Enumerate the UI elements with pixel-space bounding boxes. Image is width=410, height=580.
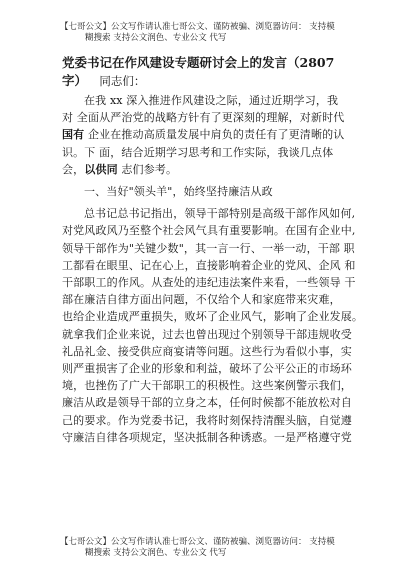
- footer-line-2: 糊搜索 支持公文润色、专业公文 代写: [85, 548, 227, 558]
- para2-line-5: 干部职工的作风。从查处的违纪违法案件来看，一些领导 干: [62, 276, 356, 290]
- salutation: 同志们：: [99, 74, 146, 88]
- title-line-2-row: [62, 72, 362, 90]
- header-line-1: 【七哥公文】公文写作请认准七哥公文、谨防被骗、浏览器访问： 支持模: [60, 22, 335, 32]
- document-footer: [60, 537, 335, 559]
- section-heading: 一、当好"领头羊"，始终坚持廉洁从政: [84, 185, 273, 199]
- para1-line-2: 对 全面从严治党的战略方针有了更深刻的理解，对新时代: [62, 111, 345, 125]
- para2-line-11: 境，也挫伤了广大干部职工的积极性。这些案例警示我们，: [62, 379, 352, 393]
- document-body: [62, 92, 362, 446]
- title-line-2: 字）: [62, 73, 88, 88]
- para1-line-3: 国有 企业在推动高质量发展中肩负的责任有了更清晰的认: [62, 128, 345, 142]
- para2-line-2: 对党风政风乃至整个社会风气具有重要影响。在国有企业中,: [62, 224, 356, 238]
- para2-line-7: 也给企业造成严重损失，败坏了企业风气，影响了企业发展。: [62, 310, 364, 324]
- document-title: [62, 54, 362, 90]
- para1-line-5: 会，以供同 志们参考。: [62, 162, 178, 176]
- header-line-2: 糊搜索 支持公文润色、专业公文 代写: [85, 33, 227, 43]
- paragraph-2: [62, 205, 362, 446]
- para2-line-14: 守廉洁自律各项规定，坚决抵制各种诱惑。一是严格遵守党: [62, 430, 352, 444]
- para2-line-1: 总书记总书记指出，领导干部特别是高级干部作风如何,: [84, 207, 356, 221]
- para2-line-10: 则严重损害了企业的形象和利益，破坏了公平公正的市场环: [62, 362, 352, 376]
- para1-line-4: 识。下 面，结合近期学习思考和工作实际，我谈几点体: [62, 145, 334, 159]
- para2-line-4: 工都看在眼里、记在心上，直接影响着企业的党风、企风 和: [62, 258, 356, 272]
- para2-line-12: 廉洁从政是领导干部的立身之本，任何时候都不能放松对自: [62, 396, 352, 410]
- document-header: [60, 22, 335, 44]
- title-line-1: 党委书记在作风建设专题研讨会上的发言（2807: [62, 55, 335, 70]
- para2-line-3: 领导干部作为"关键少数"，其一言一行、一举一动，干部 职: [62, 241, 355, 255]
- para2-line-13: 己的要求。作为党委书记，我将时刻保持清醒头脑，自觉遵: [62, 413, 352, 427]
- footer-line-1: 【七哥公文】公文写作请认准七哥公文、谨防被骗、浏览器访问： 支持模: [60, 537, 335, 547]
- para1-line-1: 在我 xx 深入推进作风建设之际，通过近期学习，我: [84, 94, 339, 107]
- para2-line-9: 礼品礼金、接受供应商宴请等问题。这些行为看似小事，实: [62, 344, 352, 358]
- para2-line-8: 就拿我们企业来说，过去也曾出现过个别领导干部违规收受: [62, 327, 352, 341]
- para2-line-6: 部在廉洁自律方面出问题，不仅给个人和家庭带来灾难，: [62, 293, 341, 307]
